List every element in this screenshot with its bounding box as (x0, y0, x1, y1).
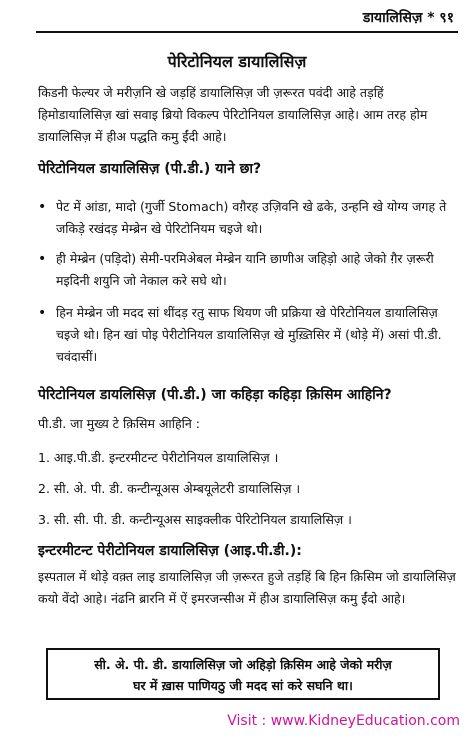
running-header: डायालिसिज़ * ९१ (362, 10, 454, 26)
highlight-note-box (46, 648, 440, 700)
page-title: पेरिटोनियल डायालिसिज़ (167, 52, 307, 71)
bullet-dot-icon: • (38, 305, 47, 321)
ipd-paragraph: इस्पताल में थोड़े वक़्त लाइ डायालिसिज़ जी ज़रूरत हुजे तड़हिं बि हिन क़िसिम जो डायालिसिज़ कयो वेंदो आहे। नंढनि ब्रारनि में ऐं इमरजन्सीअ में हीअ डायालिसिज़ कमु ईंदो आहे। (38, 569, 456, 606)
section-heading-pd-types: पेरिटोनियल डायलिसिज़ (पी.डी.) जा कहिड़ा कहिड़ा क़िसिम आहिनि? (38, 387, 392, 403)
bullet-dot-icon: • (38, 199, 47, 215)
website-link[interactable]: Visit : www.KidneyEducation.com (227, 713, 460, 729)
note-line-2: घर में ख़ास पाणियठु जी मदद सां करे सघनि था। (133, 678, 353, 693)
list-item: 2. सी. अे. पी. डी. कन्टीन्यूअस अेम्बयूलेटरी डायालिसिज़ । (38, 481, 301, 496)
header-divider (36, 31, 458, 33)
intro-paragraph: किडनी फेल्यर जे मरीज़नि खे जड़हिं डायालिसिज़ जी ज़रूरत पवंदी आहे तड़हिं हिमोडायालिसिज़ खां सवाइ ब्रियो विकल्प पेरिटोनियल डायालिसिज़ आहे। आम तरह होम डायालिसिज़ में हीअ पद्धति कमु ईंदी आहे। (38, 85, 428, 144)
bullet-text: पेट में आंडा, मादो (गुर्जी Stomach) वग़ैरह उज़िवनि खे ढके, उन्हनि खे योग्य जगह ते जकिड़े रखंदड़ मेम्ब्रेन खे पेरिटोनियम चइजे थो। (56, 199, 447, 236)
bullet-dot-icon: • (38, 251, 47, 267)
bullet-text: ही मेम्ब्रेन (पड़िदो) सेमी-परमिअेबल मेम्ब्रेन यानि छाणीअ जहिड़ो आहे जेको ग़ैर ज़रूरी मइदिनी शयुनि जो नेकाल करे सघे थो। (56, 251, 434, 288)
bullet-item (38, 196, 456, 240)
bullet-text: हिन मेम्ब्रेन जी मदद सां थींदड़ रतु साफ थियण जी प्रक्रिया खे पेरिटोनियल डायालिसिज़ चइजे थो। हिन खां पोइ पेरीटोनियल डायालिसिज़ खे मुख़्तिसिर में (थोड़े में) असां पी.डी. चवंदासीं। (56, 305, 442, 364)
section-heading-what-is-pd: पेरिटोनियल डायालिसिज़ (पी.डी.) याने छा? (38, 161, 262, 177)
note-line-1: सी. अे. पी. डी. डायालिसिज़ जो अहिड़ो क़िसिम आहे जेको मरीज़ (94, 657, 392, 672)
section-heading-ipd: इन्टरमीटन्ट पेरीटोनियल डायालिसिज़ (आइ.पी.डी.): (38, 543, 302, 559)
list-item: 1. आइ.पी.डी. इन्टरमीटन्ट पेरीटोनियल डायालिसिज़ । (38, 450, 279, 465)
list-item: 3. सी. सी. पी. डी. कन्टीन्यूअस साइक्लीक पेरिटोनियल डायालिसिज़ । (38, 512, 352, 527)
bullet-item (38, 302, 456, 368)
types-intro: पी.डी. जा मुख्य टे क़िसिम आहिनि : (38, 416, 200, 431)
bullet-item (38, 248, 456, 292)
